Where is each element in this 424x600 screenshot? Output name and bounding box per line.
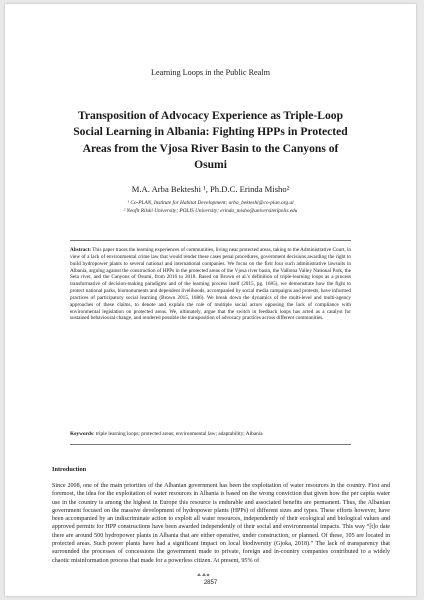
- affiliation-1: ¹ Co-PLAN, Institute for Habitat Development; arba_bekteshi@co-plan.org.al: [127, 200, 294, 206]
- keywords: [70, 431, 351, 437]
- abstract: [70, 240, 351, 322]
- author-line: M.A. Arba Bekteshi ¹, Ph.D.C. Erinda Misho²: [131, 184, 290, 194]
- keywords-label: Keywords: [70, 431, 93, 437]
- footer-ornament-icon: [196, 572, 210, 577]
- paper-title: Transposition of Advocacy Experience as Triple-Loop Social Learning in Albania: Fighting HPPs in Protected Areas from the Vjosa River Basin to the Canyons of Osumi: [73, 109, 348, 172]
- keywords-text: : triple learning loops; protected areas; environmental law; adaptability; Albania: [92, 431, 263, 437]
- abstract-label: Abstract:: [70, 247, 92, 253]
- affiliation-2: ² Neofit Rilski University; POLIS University; erinda_misho@universitetipolis.edu: [123, 208, 298, 215]
- paper-page: [5, 4, 416, 596]
- introduction-body: Since 2008, one of the main priorities of the Albanian government has been the exploitation of water resources in the country. First and foremost, the idea for the exploitation of water resources in Albania is based on the wrong conviction that given how the per capita water use in the country is among the highest in Europe this resource is endurable and associated benefits are permanent. Thus, the Albanian government focused on the massive development of hydropower plants (HPPs) of different sizes and types. These efforts however, have been accompanied by an indiscriminate action to exploit all water resources, independently of their ecological and biological values and approved permits for HPP constructions have been awarded independently of their social and environmental impacts. This way “[t]o date there are around 500 hydropower plants in Albania that are either operative, under construction, or planned. Of these, 105 are located in protected areas. Such power plants have had a significant impact on local biodiversity (Gjoka, 2018).” The lack of transparency that surrounded the processes of concessions the government made to private, foreign and in-country companies contributed to a widely chaotic misinformation process that made for a powerless citizen. At present, 95% of: [52, 483, 390, 564]
- affiliations: [5, 199, 416, 215]
- section-heading-introduction: Introduction: [52, 466, 87, 473]
- page-number: 2857: [203, 580, 218, 586]
- running-head: Learning Loops in the Public Realm: [151, 68, 270, 77]
- abstract-text: This paper traces the learning experiences of communities, living near protected areas, taking to the Administrative Court, in view of a lack of environmental crime law that would render these cases penal procedures, government decisions awarding the right to build hydropower plants to several national and international companies. We focus on the first four such administrative lawsuits in Albania, arguing against the construction of HPPs in the protected areas of the Vjosa river basin, the Valbona Valley National Park, the Seta river, and the Canyons of Osumi, from 2016 to 2018. Based on Brown et al.'s definition of triple-learning loops as a process transformative of decision-making paradigms and of the learning process itself (2015, pg. 1685), we demonstrate how the fight to protect national parks, biomonuments and dependent livelihoods, accompanied by social media campaigns and protests, have informed practices of participatory social learning (Brown 2015, 1686). We break down the dynamics of the multi-level and multi-agency approaches of these claims, to denote and explain the role of multiple social actors opposing the lack of compliance with environmental legislation on protected areas. We, ultimately, argue that the switch in feedback loops has acted as a catalyst for sustained behavioural change, and rendered possible the transposition of advocacy practices across different communities.: [70, 247, 352, 322]
- abstract-divider: [70, 444, 351, 445]
